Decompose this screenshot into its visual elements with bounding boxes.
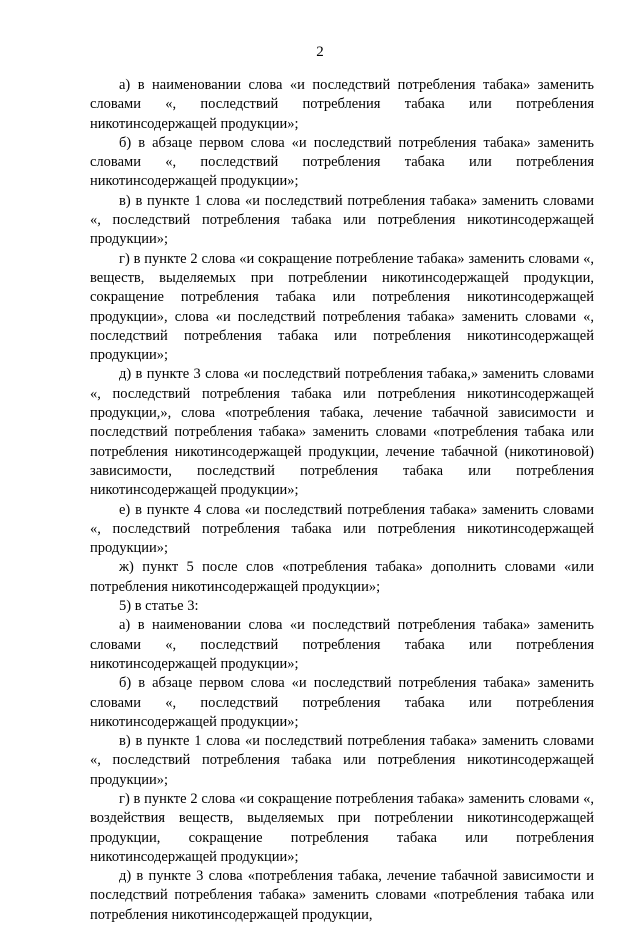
paragraph-4e-punkt-4: е) в пункте 4 слова «и последствий потребления табака» заменить словами «, последствий потребления табака или потребления никотинсодержащей продукции»; xyxy=(90,501,594,557)
section-heading-article-3: 5) в статье 3: xyxy=(119,598,199,615)
paragraph-5a-title: а) в наименовании слова «и последствий потребления табака» заменить словами «, последствий потребления табака или потребления никотинсодержащей продукции»; xyxy=(90,617,594,672)
page-number: 2 xyxy=(316,44,324,60)
paragraph-5d-punkt-3: д) в пункте 3 слова «потребления табака, лечение табачной зависимости и последствий потребления табака» заменить словами «потребления табака или потребления никотинсодержащей продукции, xyxy=(90,868,594,923)
paragraph-5b-first-abzac: б) в абзаце первом слова «и последствий потребления табака» заменить словами «, последствий потребления табака или потребления никотинсодержащей продукции»; xyxy=(90,675,594,730)
paragraph-4d-punkt-3: д) в пункте 3 слова «и последствий потребления табака,» заменить словами «, последствий потребления табака или потребления никотинсодержащей продукции,», слова «потребления табака, лечение табачной зависимости и последствий потребления табака» заменить словами «потребления табака или потребления никотинсодержащей продукции, лечение табачной (никотиновой) зависимости, последствий потребления табака или потребления никотинсодержащей продукции»; xyxy=(90,366,594,499)
paragraph-4a-title: а) в наименовании слова «и последствий потребления табака» заменить словами «, последствий потребления табака или потребления никотинсодержащей продукции»; xyxy=(90,77,594,132)
paragraph-4g-punkt-2: г) в пункте 2 слова «и сокращение потребление табака» заменить словами «, веществ, выделяемых при потреблении никотинсодержащей продукции, сокращение потребления табака или потребления никотинсодержащей продукции», слова «и последствий потребления табака» заменить словами «, последствий потребления табака или потребления никотинсодержащей продукции»; xyxy=(90,250,594,364)
paragraph-5v-punkt-1: в) в пункте 1 слова «и последствий потребления табака» заменить словами «, последствий потребления табака или потребления никотинсодержащей продукции»; xyxy=(90,733,594,788)
paragraph-4v-punkt-1: в) в пункте 1 слова «и последствий потребления табака» заменить словами «, последствий потребления табака или потребления никотинсодержащей продукции»; xyxy=(90,192,594,248)
paragraph-4b-first-abzac: б) в абзаце первом слова «и последствий потребления табака» заменить словами «, последствий потребления табака или потребления никотинсодержащей продукции»; xyxy=(90,134,594,190)
paragraph-4zh-punkt-5: ж) пункт 5 после слов «потребления табака» дополнить словами «или потребления никотинсодержащей продукции»; xyxy=(90,559,594,595)
document-body xyxy=(90,76,594,925)
paragraph-5g-punkt-2: г) в пункте 2 слова «и сокращение потребления табака» заменить словами «, воздействия веществ, выделяемых при потреблении никотинсодержащей продукции, сокращение потребления табака или потребления никотинсодержащей продукции»; xyxy=(90,790,594,865)
